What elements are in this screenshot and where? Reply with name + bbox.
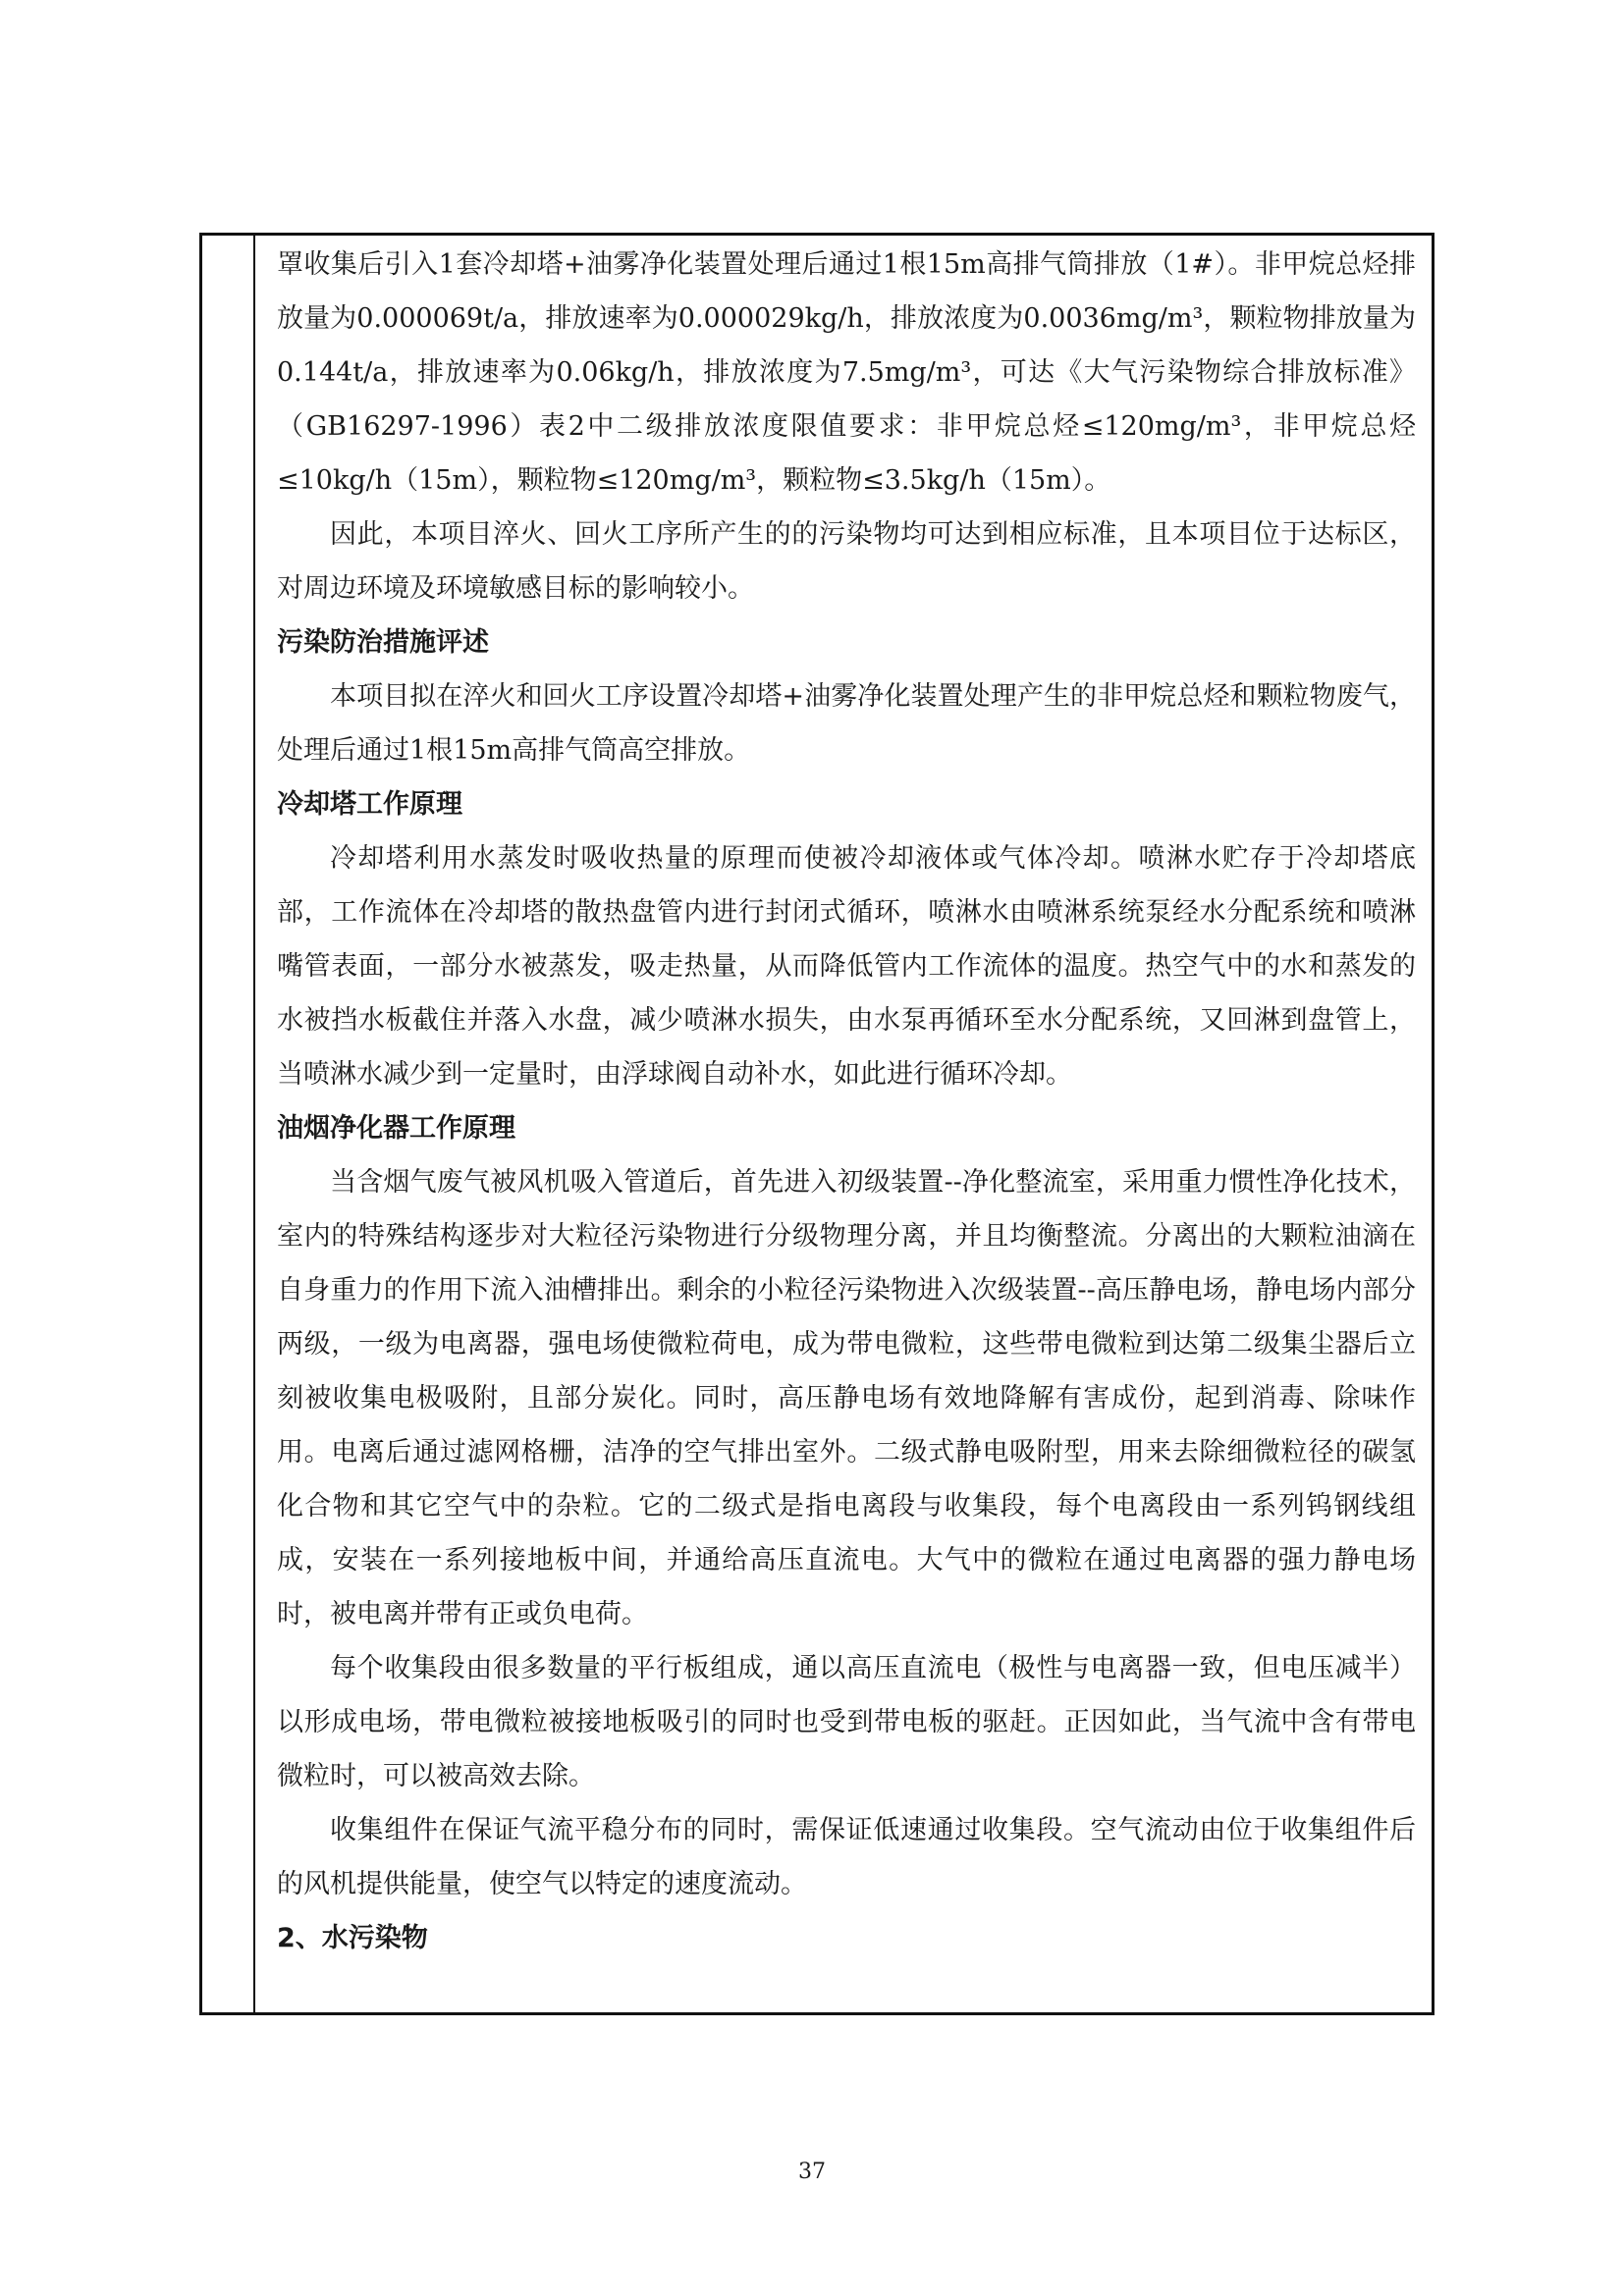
heading-fume-purifier: 油烟净化器工作原理: [277, 1113, 515, 1144]
paragraph-conclusion: 因此，本项目淬火、回火工序所产生的的污染物均可达到相应标准，且本项目位于达标区，对周边环境及环境敏感目标的影响较小。: [277, 519, 1416, 604]
paragraph-cooling-tower: 冷却塔利用水蒸发时吸收热量的原理而使被冷却液体或气体冷却。喷淋水贮存于冷却塔底部，工作流体在冷却塔的散热盘管内进行封闭式循环，喷淋水由喷淋系统泵经水分配系统和喷淋嘴管表面，一部分水被蒸发，吸走热量，从而降低管内工作流体的温度。热空气中的水和蒸发的水被挡水板截住并落入水盘，减少喷淋水损失，由水泵再循环至水分配系统，又回淋到盘管上，当喷淋水减少到一定量时，由浮球阀自动补水，如此进行循环冷却。: [277, 843, 1416, 1090]
paragraph-fume-purifier: 当含烟气废气被风机吸入管道后，首先进入初级装置--净化整流室，采用重力惯性净化技术，室内的特殊结构逐步对大粒径污染物进行分级物理分离，并且均衡整流。分离出的大颗粒油滴在自身重力的作用下流入油槽排出。剩余的小粒径污染物进入次级装置--高压静电场，静电场内部分两级，一级为电离器，强电场使微粒荷电，成为带电微粒，这些带电微粒到达第二级集尘器后立刻被收集电极吸附，且部分炭化。同时，高压静电场有效地降解有害成份，起到消毒、除味作用。电离后通过滤网格栅，洁净的空气排出室外。二级式静电吸附型，用来去除细微粒径的碳氢化合物和其它空气中的杂粒。它的二级式是指电离段与收集段，每个电离段由一系列钨钢线组成，安装在一系列接地板中间，并通给高压直流电。大气中的微粒在通过电离器的强力静电场时，被电离并带有正或负电荷。: [277, 1167, 1416, 1629]
paragraph-pollution-control: 本项目拟在淬火和回火工序设置冷却塔+油雾净化装置处理产生的非甲烷总烃和颗粒物废气，处理后通过1根15m高排气筒高空排放。: [277, 681, 1416, 766]
heading-cooling-tower: 冷却塔工作原理: [277, 789, 462, 820]
paragraph-collection-airflow: 收集组件在保证气流平稳分布的同时，需保证低速通过收集段。空气流动由位于收集组件后的风机提供能量，使空气以特定的速度流动。: [277, 1815, 1416, 1899]
page-number: 37: [798, 2160, 826, 2184]
table-left-column: [202, 236, 255, 2012]
heading-pollution-control: 污染防治措施评述: [277, 627, 489, 658]
paragraph-collection-section: 每个收集段由很多数量的平行板组成，通以高压直流电（极性与电离器一致，但电压减半）以形成电场，带电微粒被接地板吸引的同时也受到带电板的驱赶。正因如此，当气流中含有带电微粒时，可以被高效去除。: [277, 1653, 1416, 1791]
document-table-frame: [199, 233, 1435, 2015]
document-body: [277, 238, 1416, 1965]
heading-water-pollutants: 2、水污染物: [277, 1923, 428, 1953]
paragraph-emission-results: 罩收集后引入1套冷却塔+油雾净化装置处理后通过1根15m高排气筒排放（1#）。非甲烷总烃排放量为0.000069t/a，排放速率为0.000029kg/h，排放浓度为0.0036mg/m³，颗粒物排放量为0.144t/a，排放速率为0.06kg/h，排放浓度为7.5mg/m³，可达《大气污染物综合排放标准》（GB16297-1996）表2中二级排放浓度限值要求：非甲烷总烃≤120mg/m³，非甲烷总烃≤10kg/h（15m），颗粒物≤120mg/m³，颗粒物≤3.5kg/h（15m）。: [277, 249, 1416, 496]
